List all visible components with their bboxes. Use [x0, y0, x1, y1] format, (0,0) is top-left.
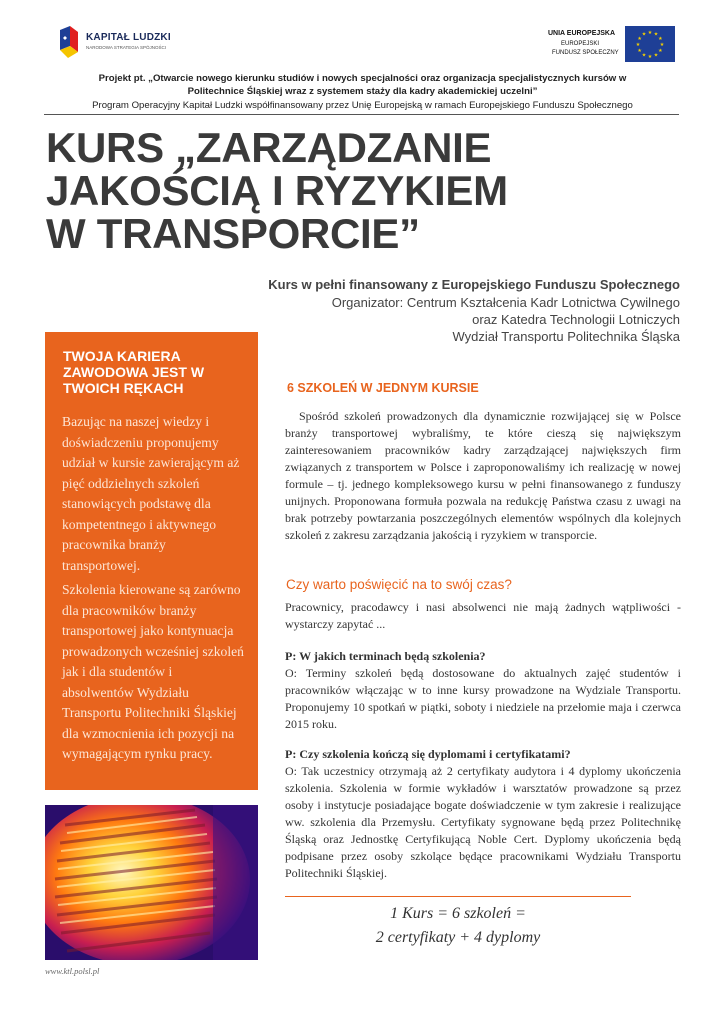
sidebar-paragraph-2: Szkolenia kierowane są zarówno dla pracowników branży transportowej jako kontynuacja prowadzonych wcześniej szkoleń jak i dla studentów i absolwentów Wydziału Transportu Politechniki Śląskiej dla wzmocnienia ich pozycji na wymagającym rynku pracy. [62, 582, 244, 761]
faq-question: P: Czy szkolenia kończą się dyplomami i certyfikatami? [285, 747, 571, 761]
svg-text:★: ★ [658, 48, 663, 54]
page-title-line-3: W TRANSPORCIE” [46, 210, 420, 257]
svg-text:★: ★ [647, 30, 653, 36]
kapital-ludzki-logo-icon [58, 26, 80, 60]
kapital-ludzki-subtitle: NARODOWA STRATEGIA SPÓJNOŚCI [86, 45, 167, 50]
project-line-2: Politechnice Śląskiej wraz z systemem staży dla kadry akademickiej uczelni” [187, 86, 538, 97]
svg-text:★: ★ [659, 42, 665, 48]
svg-text:★: ★ [641, 31, 647, 38]
slogan-divider [285, 896, 631, 897]
page-title-line-1: KURS „ZARZĄDZANIE [46, 124, 492, 171]
organizer-line-1: Organizator: Centrum Kształcenia Kadr Lotnictwa Cywilnego [331, 295, 680, 310]
sidebar-heading: TWOJA KARIERA ZAWODOWA JEST W TWOICH RĘKACH [63, 348, 205, 396]
sidebar-paragraph-1: Bazując na naszej wiedzy i doświadczeniu proponujemy udział w kursie zawierającym aż pięć oddzielnych szkoleń stanowiących podstawę dla kompetentnego i aktywnego pracownika branży transportowej. [62, 414, 240, 573]
svg-text:★: ★ [647, 54, 653, 60]
footer-url: www.ktl.polsl.pl [45, 966, 100, 976]
svg-text:★: ★ [641, 52, 647, 59]
svg-text:★: ★ [653, 52, 659, 59]
funding-subtitle: Kurs w pełni finansowany z Europejskiego Funduszu Społecznego [268, 277, 680, 292]
kapital-ludzki-title: KAPITAŁ LUDZKI [86, 32, 171, 43]
faq-answer: O: Tak uczestnicy otrzymają aż 2 certyfikaty audytora i 4 dyplomy ukończenia szkolenia. Szkolenia w formie wykładów i warsztatów prowadzone są przez osoby i instytucje posiadające bogate doświadczenie w tym zakresie i realizujące ww. szkolenia dla Przemysłu. Certyfikaty sygnowane będą przez Politechnikę Śląską oraz Jednostkę Certyfikującą Noble Cert. Dyplomy ukończenia będą podpisane przez osoby szkolące będące pracownikami Wydziału Transportu Politechniki Śląskiej. [285, 764, 681, 880]
career-sidebar [45, 332, 258, 790]
faq-item [285, 648, 681, 733]
kapital-ludzki-logo [58, 26, 198, 64]
slogan-line-1: 1 Kurs = 6 szkoleń = [390, 905, 526, 922]
faq-question: P: W jakich terminach będą szkolenia? [285, 649, 486, 663]
question-paragraph: Pracownicy, pracodawcy i nasi absolwenci nie mają żadnych wątpliwości - wystarczy zapytać ... [285, 600, 681, 631]
svg-text:★: ★ [653, 31, 659, 38]
intro-paragraph: Spośród szkoleń prowadzonych dla dynamicznie rozwijającej się w Polsce branży transportowej wybraliśmy, te które cieszą się największym zainteresowaniem pracowników kadry zarządzającej największych firm związanych z transportem w Polsce i zaproponowaliśmy ich realizację w nowej formule – tj. jednego kompleksowego kursu w pełni finansowanego z funduszy unijnych. Proponowana formuła pozwala na redukcję Państwa czasu z uwagi na brak potrzeby powtarzania poszczególnych elementów wspólnych dla kolejnych szkoleń z zakresu zarządzania jakością i ryzykiem w transporcie. [285, 409, 681, 542]
section-heading: 6 SZKOLEŃ W JEDNYM KURSIE [287, 381, 479, 395]
eu-logo [548, 26, 676, 64]
eu-logo-line1: UNIA EUROPEJSKA [548, 30, 616, 37]
header-divider [44, 114, 679, 115]
svg-text:★: ★ [637, 48, 642, 54]
svg-text:★: ★ [635, 42, 641, 48]
page-title-line-2: JAKOŚCIĄ I RYZYKIEM [46, 167, 508, 214]
slogan-line-2: 2 certyfikaty + 4 dyplomy [375, 929, 541, 946]
thermal-image-graphic [45, 805, 258, 960]
organizer-line-2: oraz Katedra Technologii Lotniczych [472, 312, 680, 327]
project-line-1: Projekt pt. „Otwarcie nowego kierunku studiów i nowych specjalności oraz organizacja specjalistycznych kursów w [98, 73, 627, 84]
organizer-line-3: Wydział Transportu Politechnika Śląska [452, 329, 680, 344]
svg-text:★: ★ [658, 36, 663, 42]
faq-answer: O: Terminy szkoleń będą dostosowane do aktualnych zajęć studentów i pracowników włączając w to inne kursy prowadzone na Wydziale Transportu. Proponujemy 10 spotkań w piątki, soboty i niedziele na przełomie maja i czerwca 2015 roku. [285, 666, 681, 731]
thermal-image [45, 805, 258, 960]
program-line: Program Operacyjny Kapitał Ludzki współfinansowany przez Unię Europejską w ramach Europejskiego Funduszu Społecznego [92, 100, 633, 111]
eu-flag-icon [625, 26, 675, 62]
faq-item [285, 746, 681, 882]
svg-text:★: ★ [637, 36, 642, 42]
question-heading: Czy warto poświęcić na to swój czas? [286, 577, 512, 592]
eu-logo-line3: FUNDUSZ SPOŁECZNY [552, 50, 619, 56]
eu-logo-line2: EUROPEJSKI [561, 41, 600, 47]
